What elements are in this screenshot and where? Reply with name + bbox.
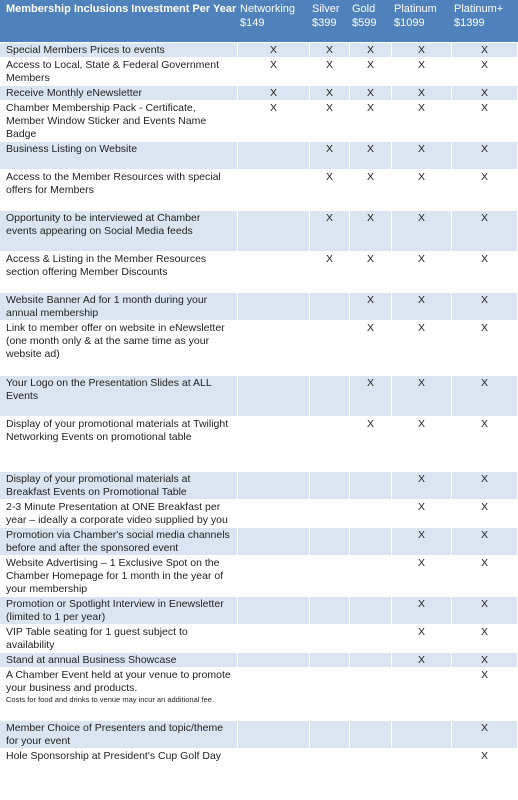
- inclusion-cell: [452, 668, 518, 720]
- inclusion-mark: X: [325, 44, 333, 56]
- inclusion-cell: [350, 668, 392, 720]
- inclusion-mark: X: [480, 598, 488, 610]
- inclusion-cell: [452, 472, 518, 499]
- inclusion-mark: X: [417, 59, 425, 71]
- inclusion-cell: [350, 556, 392, 596]
- inclusion-mark: X: [417, 557, 425, 569]
- table-row: [0, 625, 518, 653]
- table-row: [0, 43, 518, 58]
- inclusion-mark: X: [480, 722, 488, 734]
- table-row: [0, 252, 518, 293]
- inclusion-mark: X: [325, 212, 333, 224]
- inclusion-mark: X: [417, 87, 425, 99]
- inclusion-mark: X: [417, 473, 425, 485]
- table-row: [0, 417, 518, 472]
- row-label-text: Your Logo on the Presentation Slides at ALL Events: [6, 377, 212, 402]
- inclusion-cell: [350, 653, 392, 667]
- inclusion-cell: [310, 597, 350, 624]
- inclusion-cell: [452, 528, 518, 555]
- inclusion-cell: [392, 293, 452, 320]
- inclusion-cell: [310, 376, 350, 416]
- row-label-text: A Chamber Event held at your venue to promote your business and products.: [6, 669, 231, 694]
- inclusion-mark: X: [325, 171, 333, 183]
- row-label: [0, 43, 238, 57]
- row-label: [0, 472, 238, 499]
- inclusion-mark: X: [269, 102, 277, 114]
- row-label-text: Access to the Member Resources with special offers for Members: [6, 171, 221, 196]
- inclusion-mark: X: [269, 87, 277, 99]
- row-label: [0, 653, 238, 667]
- tier-price: $1099: [394, 17, 425, 29]
- row-label-text: Hole Sponsorship at President's Cup Golf Day: [6, 750, 222, 762]
- tier-name: Silver: [312, 3, 340, 15]
- row-label-text: Chamber Membership Pack - Certificate, Member Window Sticker and Events Name Badge: [6, 102, 207, 140]
- inclusion-cell: [238, 170, 310, 210]
- inclusion-cell: [238, 417, 310, 471]
- inclusion-mark: X: [480, 557, 488, 569]
- row-label-text: Promotion via Chamber's social media channels before and after the sponsored event: [6, 529, 230, 554]
- inclusion-cell: [310, 86, 350, 100]
- inclusion-mark: X: [417, 529, 425, 541]
- inclusion-cell: [392, 653, 452, 667]
- inclusion-mark: X: [366, 44, 374, 56]
- inclusion-cell: [392, 252, 452, 292]
- inclusion-cell: [238, 321, 310, 375]
- tier-platinum-plus-header: [452, 0, 518, 42]
- table-row: [0, 668, 518, 721]
- inclusion-cell: [392, 472, 452, 499]
- table-row: [0, 101, 518, 142]
- tier-networking-header: [238, 0, 310, 42]
- inclusion-cell: [238, 500, 310, 527]
- inclusion-mark: X: [366, 322, 374, 334]
- table-row: [0, 721, 518, 749]
- inclusion-mark: X: [480, 253, 488, 265]
- inclusion-cell: [310, 472, 350, 499]
- table-row: [0, 597, 518, 625]
- tier-price: $149: [240, 17, 265, 29]
- inclusion-mark: X: [325, 102, 333, 114]
- inclusion-cell: [350, 500, 392, 527]
- row-label-text: Access & Listing in the Member Resources section offering Member Discounts: [6, 253, 207, 278]
- row-label-text: 2-3 Minute Presentation at ONE Breakfast per year – ideally a corporate video supplied by you: [6, 501, 228, 526]
- inclusion-mark: X: [366, 102, 374, 114]
- tier-gold-header: [350, 0, 392, 42]
- inclusion-mark: X: [417, 322, 425, 334]
- inclusion-cell: [350, 43, 392, 57]
- row-label-text: Display of your promotional materials at Breakfast Events on Promotional Table: [6, 473, 191, 498]
- inclusion-cell: [350, 58, 392, 85]
- table-row: [0, 376, 518, 417]
- row-label: [0, 142, 238, 169]
- inclusion-mark: X: [366, 418, 374, 430]
- inclusion-cell: [452, 211, 518, 251]
- inclusion-mark: X: [417, 102, 425, 114]
- row-label: [0, 211, 238, 251]
- row-label: [0, 556, 238, 596]
- row-label-text: Display of your promotional materials at Twilight Networking Events on promotional table: [6, 418, 229, 443]
- inclusion-cell: [238, 653, 310, 667]
- inclusion-mark: X: [417, 294, 425, 306]
- inclusion-mark: X: [417, 377, 425, 389]
- inclusion-cell: [392, 528, 452, 555]
- table-row: [0, 500, 518, 528]
- table-row: [0, 528, 518, 556]
- inclusion-cell: [310, 668, 350, 720]
- inclusion-cell: [392, 101, 452, 141]
- inclusion-mark: X: [417, 501, 425, 513]
- inclusion-mark: X: [366, 377, 374, 389]
- row-label: [0, 170, 238, 210]
- table-header: [0, 0, 518, 43]
- inclusion-cell: [310, 528, 350, 555]
- inclusion-cell: [452, 653, 518, 667]
- row-label-text: Link to member offer on website in eNewsletter (one month only & at the same time as your website ad): [6, 322, 225, 360]
- table-row: [0, 58, 518, 86]
- inclusion-mark: X: [480, 44, 488, 56]
- inclusion-cell: [238, 43, 310, 57]
- inclusion-mark: X: [480, 212, 488, 224]
- inclusion-cell: [392, 500, 452, 527]
- inclusion-cell: [310, 625, 350, 652]
- inclusion-cell: [452, 170, 518, 210]
- row-label: [0, 749, 238, 764]
- inclusion-mark: X: [480, 143, 488, 155]
- inclusion-mark: X: [480, 418, 488, 430]
- inclusion-cell: [350, 142, 392, 169]
- inclusion-mark: X: [366, 143, 374, 155]
- inclusion-cell: [392, 211, 452, 251]
- table-row: [0, 86, 518, 101]
- inclusion-cell: [238, 597, 310, 624]
- table-row: [0, 472, 518, 500]
- inclusion-mark: X: [366, 253, 374, 265]
- inclusion-cell: [350, 170, 392, 210]
- inclusion-cell: [452, 293, 518, 320]
- inclusion-cell: [350, 321, 392, 375]
- table-row: [0, 321, 518, 376]
- tier-name: Platinum: [394, 3, 437, 15]
- inclusion-cell: [310, 293, 350, 320]
- inclusion-cell: [392, 321, 452, 375]
- inclusion-cell: [310, 653, 350, 667]
- inclusion-cell: [350, 293, 392, 320]
- inclusion-mark: X: [417, 171, 425, 183]
- inclusion-mark: X: [480, 102, 488, 114]
- inclusion-cell: [452, 321, 518, 375]
- row-label: [0, 528, 238, 555]
- row-label-text: Website Advertising – 1 Exclusive Spot on the Chamber Homepage for 1 month in the year of your membership: [6, 557, 224, 595]
- inclusion-cell: [310, 58, 350, 85]
- inclusion-cell: [238, 58, 310, 85]
- inclusion-cell: [452, 101, 518, 141]
- table-row: [0, 293, 518, 321]
- inclusion-cell: [310, 43, 350, 57]
- table-row: [0, 653, 518, 668]
- row-label-text: Website Banner Ad for 1 month during your annual membership: [6, 294, 208, 319]
- tier-name: Networking: [240, 3, 296, 15]
- inclusion-cell: [238, 252, 310, 292]
- tier-price: $599: [352, 17, 377, 29]
- inclusion-cell: [310, 556, 350, 596]
- inclusion-cell: [452, 625, 518, 652]
- tier-silver-header: [310, 0, 350, 42]
- row-label: [0, 376, 238, 416]
- row-label: [0, 500, 238, 527]
- row-label-text: Stand at annual Business Showcase: [6, 654, 177, 666]
- inclusion-cell: [452, 597, 518, 624]
- row-label: [0, 668, 238, 720]
- row-label-text: Opportunity to be interviewed at Chamber events appearing on Social Media feeds: [6, 212, 201, 237]
- inclusion-mark: X: [480, 377, 488, 389]
- table-row: [0, 170, 518, 211]
- inclusion-cell: [452, 417, 518, 471]
- inclusion-cell: [238, 668, 310, 720]
- inclusion-mark: X: [480, 669, 488, 681]
- inclusion-cell: [392, 625, 452, 652]
- row-label: [0, 625, 238, 652]
- inclusion-cell: [452, 58, 518, 85]
- inclusion-mark: X: [417, 654, 425, 666]
- inclusion-cell: [392, 721, 452, 748]
- inclusion-cell: [238, 625, 310, 652]
- inclusion-mark: X: [366, 171, 374, 183]
- row-label: [0, 597, 238, 624]
- row-label-text: Business Listing on Website: [6, 143, 138, 155]
- inclusion-cell: [310, 749, 350, 764]
- inclusion-cell: [310, 211, 350, 251]
- inclusion-mark: X: [325, 143, 333, 155]
- row-label-text: Member Choice of Presenters and topic/theme for your event: [6, 722, 224, 747]
- tier-price: $1399: [454, 17, 485, 29]
- inclusion-cell: [350, 376, 392, 416]
- row-label-text: VIP Table seating for 1 guest subject to availability: [6, 626, 188, 651]
- inclusion-cell: [350, 625, 392, 652]
- table-row: [0, 142, 518, 170]
- row-label: [0, 321, 238, 375]
- inclusion-mark: X: [417, 143, 425, 155]
- inclusion-cell: [238, 556, 310, 596]
- row-label-text: Special Members Prices to events: [6, 44, 165, 56]
- inclusion-cell: [452, 376, 518, 416]
- inclusion-cell: [350, 252, 392, 292]
- inclusion-cell: [452, 721, 518, 748]
- inclusion-mark: X: [325, 87, 333, 99]
- row-label: [0, 721, 238, 748]
- inclusion-mark: X: [480, 87, 488, 99]
- inclusion-mark: X: [480, 322, 488, 334]
- inclusion-mark: X: [480, 59, 488, 71]
- inclusion-cell: [238, 101, 310, 141]
- inclusion-cell: [392, 749, 452, 764]
- inclusion-cell: [392, 376, 452, 416]
- tier-platinum-header: [392, 0, 452, 42]
- inclusion-mark: X: [366, 59, 374, 71]
- inclusion-cell: [392, 170, 452, 210]
- inclusion-mark: X: [269, 44, 277, 56]
- inclusion-cell: [238, 749, 310, 764]
- inclusion-mark: X: [417, 626, 425, 638]
- row-note: Costs for food and drinks to venue may incur an additional fee.: [6, 695, 215, 704]
- inclusion-cell: [392, 668, 452, 720]
- inclusion-mark: X: [480, 529, 488, 541]
- row-label: [0, 417, 238, 471]
- inclusion-cell: [350, 528, 392, 555]
- row-label: [0, 58, 238, 85]
- inclusion-mark: X: [480, 171, 488, 183]
- row-label-text: Receive Monthly eNewsletter: [6, 87, 142, 99]
- inclusion-cell: [392, 43, 452, 57]
- inclusion-cell: [452, 86, 518, 100]
- inclusion-cell: [452, 749, 518, 764]
- inclusion-mark: X: [417, 598, 425, 610]
- inclusion-cell: [310, 721, 350, 748]
- inclusion-cell: [350, 472, 392, 499]
- inclusion-cell: [392, 597, 452, 624]
- inclusion-cell: [350, 86, 392, 100]
- inclusion-cell: [350, 749, 392, 764]
- inclusion-cell: [310, 142, 350, 169]
- table-row: [0, 556, 518, 597]
- inclusion-cell: [350, 211, 392, 251]
- table-body: [0, 43, 518, 765]
- row-label: [0, 293, 238, 320]
- inclusion-cell: [350, 721, 392, 748]
- inclusion-mark: X: [480, 473, 488, 485]
- inclusion-mark: X: [325, 253, 333, 265]
- inclusion-cell: [310, 170, 350, 210]
- inclusion-mark: X: [366, 212, 374, 224]
- row-label-text: Access to Local, State & Federal Government Members: [6, 59, 220, 84]
- inclusion-mark: X: [480, 654, 488, 666]
- row-label-text: Promotion or Spotlight Interview in Enewsletter (limited to 1 per year): [6, 598, 224, 623]
- tier-name: Platinum+: [454, 3, 504, 15]
- inclusion-mark: X: [417, 418, 425, 430]
- inclusion-cell: [350, 101, 392, 141]
- inclusion-cell: [392, 86, 452, 100]
- inclusion-mark: X: [480, 626, 488, 638]
- inclusion-mark: X: [480, 294, 488, 306]
- header-title: Membership Inclusions Investment Per Year: [6, 3, 237, 15]
- inclusion-cell: [452, 500, 518, 527]
- inclusion-mark: X: [417, 44, 425, 56]
- inclusion-cell: [392, 142, 452, 169]
- inclusion-cell: [238, 86, 310, 100]
- inclusion-cell: [310, 252, 350, 292]
- inclusion-cell: [310, 500, 350, 527]
- table-row: [0, 749, 518, 765]
- inclusion-cell: [238, 472, 310, 499]
- inclusion-cell: [452, 556, 518, 596]
- inclusion-cell: [392, 556, 452, 596]
- inclusion-cell: [238, 721, 310, 748]
- inclusion-mark: X: [480, 750, 488, 762]
- inclusion-cell: [392, 58, 452, 85]
- inclusion-mark: X: [417, 253, 425, 265]
- inclusion-cell: [238, 528, 310, 555]
- inclusion-cell: [238, 376, 310, 416]
- row-label: [0, 86, 238, 100]
- inclusion-cell: [392, 417, 452, 471]
- tier-price: $399: [312, 17, 337, 29]
- row-label: [0, 101, 238, 141]
- inclusion-cell: [452, 142, 518, 169]
- inclusion-mark: X: [480, 501, 488, 513]
- inclusion-cell: [452, 252, 518, 292]
- table-row: [0, 211, 518, 252]
- inclusion-cell: [452, 43, 518, 57]
- inclusion-mark: X: [366, 87, 374, 99]
- inclusion-cell: [310, 101, 350, 141]
- inclusion-cell: [310, 417, 350, 471]
- inclusion-mark: X: [269, 59, 277, 71]
- inclusion-cell: [238, 293, 310, 320]
- row-label: [0, 252, 238, 292]
- inclusion-cell: [238, 142, 310, 169]
- inclusion-cell: [350, 597, 392, 624]
- inclusion-cell: [350, 417, 392, 471]
- inclusion-cell: [238, 211, 310, 251]
- inclusion-mark: X: [366, 294, 374, 306]
- inclusion-cell: [310, 321, 350, 375]
- inclusion-mark: X: [417, 212, 425, 224]
- tier-name: Gold: [352, 3, 376, 15]
- inclusion-mark: X: [325, 59, 333, 71]
